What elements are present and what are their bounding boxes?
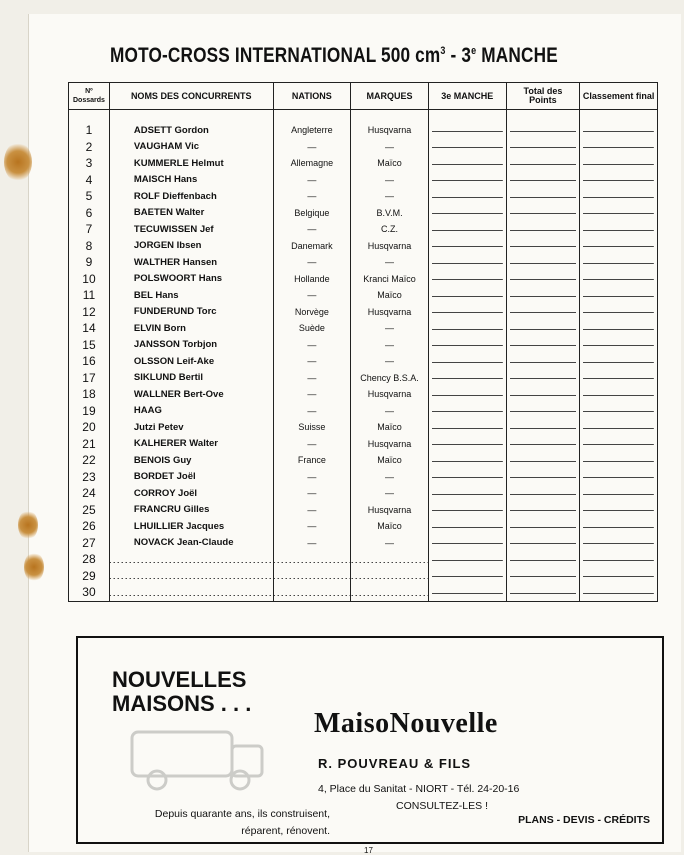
ad-headline: NOUVELLES MAISONS . . . (112, 667, 252, 716)
table-row (69, 518, 658, 535)
classement-cell (580, 337, 658, 354)
classement-cell (580, 221, 658, 238)
manche-cell (428, 172, 506, 189)
dossard-number: 9 (69, 254, 110, 271)
manche-cell (428, 568, 506, 585)
table-row (69, 188, 658, 205)
classement-cell (580, 485, 658, 502)
competitor-name: TECUWISSEN Jef (109, 221, 273, 238)
table-row (69, 172, 658, 189)
marque-cell: B.V.M. (351, 205, 429, 222)
dossard-number: 11 (69, 287, 110, 304)
classement-cell (580, 287, 658, 304)
classement-cell (580, 122, 658, 139)
nation-cell: — (273, 436, 351, 453)
header-nom: NOMS DES CONCURRENTS (109, 83, 273, 110)
total-cell (506, 370, 580, 387)
manche-cell (428, 337, 506, 354)
classement-cell (580, 535, 658, 552)
dossard-number: 3 (69, 155, 110, 172)
nation-cell: Hollande (273, 271, 351, 288)
marque-cell: — (351, 469, 429, 486)
dossard-number: 28 (69, 551, 110, 568)
competitor-name: ROLF Dieffenbach (109, 188, 273, 205)
competitor-name: KUMMERLE Helmut (109, 155, 273, 172)
competitor-name: BEL Hans (109, 287, 273, 304)
table-row (69, 485, 658, 502)
manche-cell (428, 370, 506, 387)
classement-cell (580, 452, 658, 469)
marque-cell: — (351, 337, 429, 354)
total-cell (506, 551, 580, 568)
manche-cell (428, 238, 506, 255)
total-cell (506, 188, 580, 205)
classement-cell (580, 568, 658, 585)
table-row (69, 271, 658, 288)
total-cell (506, 254, 580, 271)
total-cell (506, 238, 580, 255)
ad-tagline: Depuis quarante ans, ils construisent, réparent, rénovent. (154, 808, 330, 837)
classement-cell (580, 271, 658, 288)
nation-cell: — (273, 139, 351, 156)
table-row (69, 254, 658, 271)
total-cell (506, 535, 580, 552)
dossard-number: 1 (69, 122, 110, 139)
total-cell (506, 221, 580, 238)
marque-cell (351, 584, 429, 601)
table-row (69, 469, 658, 486)
competitor-name: SIKLUND Bertil (109, 370, 273, 387)
marque-cell: Maïco (351, 419, 429, 436)
competitor-name: BAETEN Walter (109, 205, 273, 222)
total-cell (506, 205, 580, 222)
table-row (69, 502, 658, 519)
manche-cell (428, 485, 506, 502)
dossard-number: 10 (69, 271, 110, 288)
nation-cell: — (273, 403, 351, 420)
table-row (69, 452, 658, 469)
dossard-number: 17 (69, 370, 110, 387)
dossard-number: 29 (69, 568, 110, 585)
total-cell (506, 436, 580, 453)
marque-cell: — (351, 403, 429, 420)
dossard-number: 19 (69, 403, 110, 420)
manche-cell (428, 320, 506, 337)
nation-cell: — (273, 370, 351, 387)
competitor-name: ELVIN Born (109, 320, 273, 337)
marque-cell (351, 551, 429, 568)
rust-stain (24, 552, 44, 582)
dossard-number: 26 (69, 518, 110, 535)
table-row (69, 122, 658, 139)
manche-cell (428, 221, 506, 238)
nation-cell (273, 551, 351, 568)
classement-cell (580, 320, 658, 337)
marque-cell: — (351, 188, 429, 205)
manche-cell (428, 452, 506, 469)
nation-cell: — (273, 485, 351, 502)
total-cell (506, 304, 580, 321)
manche-cell (428, 403, 506, 420)
manche-cell (428, 386, 506, 403)
marque-cell: Maïco (351, 287, 429, 304)
dossard-number: 7 (69, 221, 110, 238)
table-row (69, 155, 658, 172)
classement-cell (580, 370, 658, 387)
competitor-name: LHUILLIER Jacques (109, 518, 273, 535)
dossard-number: 24 (69, 485, 110, 502)
table-row (69, 353, 658, 370)
dossard-number: 12 (69, 304, 110, 321)
competitor-name: VAUGHAM Vic (109, 139, 273, 156)
manche-cell (428, 502, 506, 519)
competitor-name: JANSSON Torbjon (109, 337, 273, 354)
competitor-name: POLSWOORT Hans (109, 271, 273, 288)
competitor-name: JORGEN Ibsen (109, 238, 273, 255)
rust-stain (18, 510, 38, 540)
total-cell (506, 155, 580, 172)
table-row (69, 584, 658, 601)
van-illustration (122, 724, 272, 794)
classement-cell (580, 139, 658, 156)
classement-cell (580, 419, 658, 436)
rust-stain (4, 142, 32, 182)
table-row (69, 320, 658, 337)
classement-cell (580, 584, 658, 601)
manche-cell (428, 304, 506, 321)
nation-cell: — (273, 337, 351, 354)
table-row (69, 370, 658, 387)
dossard-number: 20 (69, 419, 110, 436)
marque-cell: — (351, 320, 429, 337)
marque-cell: — (351, 139, 429, 156)
marque-cell: — (351, 535, 429, 552)
header-nation: NATIONS (273, 83, 351, 110)
total-cell (506, 469, 580, 486)
manche-cell (428, 188, 506, 205)
marque-cell: — (351, 353, 429, 370)
nation-cell: Norvège (273, 304, 351, 321)
manche-cell (428, 205, 506, 222)
dossard-number: 5 (69, 188, 110, 205)
competitor-name: KALHERER Walter (109, 436, 273, 453)
page-title: MOTO-CROSS INTERNATIONAL 500 $cm^3 - 3e$ MANCHE (110, 44, 558, 67)
consult-text: CONSULTEZ-LES ! (396, 800, 488, 812)
table-row (69, 436, 658, 453)
marque-cell: Husqvarna (351, 238, 429, 255)
nation-cell: — (273, 254, 351, 271)
manche-cell (428, 353, 506, 370)
table-spacer (69, 110, 658, 123)
classement-cell (580, 254, 658, 271)
marque-cell: Husqvarna (351, 122, 429, 139)
manche-cell (428, 551, 506, 568)
dossard-number: 30 (69, 584, 110, 601)
competitor-name: FUNDERUND Torc (109, 304, 273, 321)
table-row (69, 551, 658, 568)
classement-cell (580, 469, 658, 486)
competitor-name: MAISCH Hans (109, 172, 273, 189)
table-row (69, 337, 658, 354)
dossard-number: 14 (69, 320, 110, 337)
nation-cell: — (273, 535, 351, 552)
total-cell (506, 287, 580, 304)
nation-cell: Suisse (273, 419, 351, 436)
dossard-number: 2 (69, 139, 110, 156)
marque-cell: Husqvarna (351, 386, 429, 403)
dossard-number: 8 (69, 238, 110, 255)
total-cell (506, 353, 580, 370)
manche-cell (428, 535, 506, 552)
dossard-number: 25 (69, 502, 110, 519)
total-cell (506, 568, 580, 585)
table-row (69, 386, 658, 403)
table-row (69, 535, 658, 552)
competitor-name: ADSETT Gordon (109, 122, 273, 139)
total-cell (506, 320, 580, 337)
classement-cell (580, 155, 658, 172)
nation-cell: France (273, 452, 351, 469)
manche-cell (428, 254, 506, 271)
marque-cell: Maïco (351, 155, 429, 172)
classement-cell (580, 386, 658, 403)
dossard-number: 16 (69, 353, 110, 370)
total-cell (506, 403, 580, 420)
nation-cell (273, 568, 351, 585)
marque-cell: Husqvarna (351, 436, 429, 453)
marque-cell: Maïco (351, 452, 429, 469)
marque-cell (351, 568, 429, 585)
manche-cell (428, 287, 506, 304)
marque-cell: C.Z. (351, 221, 429, 238)
total-cell (506, 485, 580, 502)
manche-cell (428, 436, 506, 453)
competitor-name (109, 584, 273, 601)
dossard-number: 15 (69, 337, 110, 354)
manche-cell (428, 584, 506, 601)
nation-cell: — (273, 172, 351, 189)
dossard-number: 23 (69, 469, 110, 486)
classement-cell (580, 502, 658, 519)
nation-cell: — (273, 518, 351, 535)
nation-cell: — (273, 353, 351, 370)
total-cell (506, 518, 580, 535)
table-row (69, 403, 658, 420)
dossard-number: 4 (69, 172, 110, 189)
nation-cell: — (273, 386, 351, 403)
marque-cell: Husqvarna (351, 304, 429, 321)
manche-cell (428, 469, 506, 486)
manche-cell (428, 155, 506, 172)
nation-cell: Suède (273, 320, 351, 337)
total-cell (506, 337, 580, 354)
dossard-number: 27 (69, 535, 110, 552)
manche-cell (428, 518, 506, 535)
competitor-name: OLSSON Leif-Ake (109, 353, 273, 370)
competitor-name: BORDET Joël (109, 469, 273, 486)
page-number: 17 (364, 846, 373, 855)
table-header-row (69, 83, 658, 110)
table-row (69, 205, 658, 222)
total-cell (506, 419, 580, 436)
classement-cell (580, 518, 658, 535)
nation-cell: — (273, 502, 351, 519)
manche-cell (428, 122, 506, 139)
nation-cell: — (273, 188, 351, 205)
competitor-name: FRANCRU Gilles (109, 502, 273, 519)
competitor-name: BENOIS Guy (109, 452, 273, 469)
dossard-number: 18 (69, 386, 110, 403)
dossard-number: 22 (69, 452, 110, 469)
table-row (69, 568, 658, 585)
competitor-name: NOVACK Jean-Claude (109, 535, 273, 552)
manche-cell (428, 419, 506, 436)
total-cell (506, 452, 580, 469)
nation-cell: Danemark (273, 238, 351, 255)
classement-cell (580, 403, 658, 420)
nation-cell: Angleterre (273, 122, 351, 139)
marque-cell: Chency B.S.A. (351, 370, 429, 387)
services-text: PLANS - DEVIS - CRÉDITS (518, 814, 650, 826)
dossard-number: 21 (69, 436, 110, 453)
table-row (69, 304, 658, 321)
competitor-name: HAAG (109, 403, 273, 420)
nation-cell: — (273, 221, 351, 238)
table-row (69, 287, 658, 304)
classement-cell (580, 238, 658, 255)
total-cell (506, 271, 580, 288)
classement-cell (580, 304, 658, 321)
classement-cell (580, 205, 658, 222)
nation-cell: Allemagne (273, 155, 351, 172)
manche-cell (428, 139, 506, 156)
classement-cell (580, 436, 658, 453)
marque-cell: Maïco (351, 518, 429, 535)
company-name: R. POUVREAU & FILS (318, 756, 472, 771)
nation-cell: — (273, 287, 351, 304)
nation-cell (273, 584, 351, 601)
total-cell (506, 122, 580, 139)
advertisement (76, 636, 664, 844)
nation-cell: — (273, 469, 351, 486)
competitor-name: Jutzi Petev (109, 419, 273, 436)
table-row (69, 419, 658, 436)
marque-cell: Kranci Maïco (351, 271, 429, 288)
classement-cell (580, 172, 658, 189)
nation-cell: Belgique (273, 205, 351, 222)
competitor-name (109, 568, 273, 585)
competitor-name: WALTHER Hansen (109, 254, 273, 271)
total-cell (506, 172, 580, 189)
header-manche: 3e MANCHE (428, 83, 506, 110)
table-row (69, 221, 658, 238)
competitor-name: CORROY Joël (109, 485, 273, 502)
header-total: Total des Points (506, 83, 580, 110)
manche-cell (428, 271, 506, 288)
header-dossard: Nº Dossards (69, 83, 110, 110)
brand-logo: MaisoNouvelle (314, 708, 498, 739)
results-table (68, 82, 658, 602)
marque-cell: — (351, 485, 429, 502)
dossard-number: 6 (69, 205, 110, 222)
total-cell (506, 386, 580, 403)
marque-cell: — (351, 254, 429, 271)
classement-cell (580, 353, 658, 370)
table-row (69, 139, 658, 156)
competitor-name: WALLNER Bert-Ove (109, 386, 273, 403)
header-marque: MARQUES (351, 83, 429, 110)
marque-cell: Husqvarna (351, 502, 429, 519)
competitor-name (109, 551, 273, 568)
total-cell (506, 502, 580, 519)
company-address: 4, Place du Sanitat - NIORT - Tél. 24-20-16 (318, 783, 520, 795)
header-classement: Classement final (580, 83, 658, 110)
classement-cell (580, 551, 658, 568)
total-cell (506, 584, 580, 601)
total-cell (506, 139, 580, 156)
marque-cell: — (351, 172, 429, 189)
table-row (69, 238, 658, 255)
classement-cell (580, 188, 658, 205)
